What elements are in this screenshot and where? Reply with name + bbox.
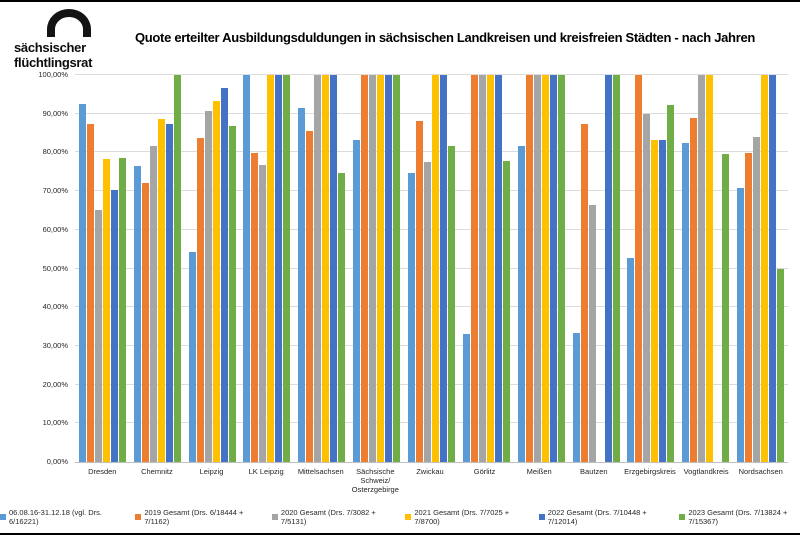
bar [142,183,149,462]
bar [573,333,580,462]
legend-label: 2022 Gesamt (Drs. 7/10448 + 7/12014) [547,508,647,526]
bar [416,121,423,462]
bar [613,75,620,462]
bar [205,111,212,462]
x-axis-label: Zwickau [416,467,444,476]
bar [166,124,173,462]
bar [761,75,768,462]
bar [259,165,266,462]
bar [251,153,258,462]
bar [581,124,588,462]
bar-group [185,75,240,462]
bar [777,269,784,462]
bar [432,75,439,462]
logo-line2: flüchtlingsrat [14,55,93,70]
bar [361,75,368,462]
bar [119,158,126,462]
bar-group [569,75,624,462]
y-axis [0,70,68,466]
legend-label: 2023 Gesamt (Drs. 7/13824 + 7/15367) [688,508,788,526]
bar [495,75,502,462]
y-tick-label: 70,00% [42,186,68,196]
logo-line1: sächsischer [14,40,86,55]
legend-item [405,508,518,526]
legend-label: 06.08.16-31.12.18 (vgl. Drs. 6/16221) [8,508,102,526]
legend-label: 2020 Gesamt (Drs. 7/3082 + 7/5131) [280,508,376,526]
bar [682,143,689,462]
bar [95,210,102,462]
bar-group [240,75,295,462]
bar [706,75,713,462]
bar-groups [75,75,788,462]
bar [213,101,220,462]
bar [243,75,250,462]
bar [306,131,313,462]
bar [338,173,345,462]
bar [377,75,384,462]
bar [605,75,612,462]
bar [283,75,290,462]
x-axis-label: Meißen [526,467,552,476]
x-axis-label: Leipzig [199,467,224,476]
x-axis-label: Nordsachsen [738,467,783,476]
x-axis-label: Mittelsachsen [297,467,344,476]
bar [550,75,557,462]
bar [463,334,470,462]
y-tick-label: 80,00% [42,147,68,157]
chart-title: Quote erteilter Ausbildungsduldungen in sächsischen Landkreisen und kreisfreien Städten - nach Jahren [134,30,756,45]
bar-group [130,75,185,462]
bar [174,75,181,462]
y-tick-label: 50,00% [42,263,68,273]
bar [659,140,666,462]
bar-group [514,75,569,462]
bar-group [459,75,514,462]
legend-item [272,508,385,526]
bar [635,75,642,462]
bar [589,205,596,462]
legend-label: 2019 Gesamt (Drs. 6/18444 + 7/1162) [144,508,244,526]
y-tick-label: 40,00% [42,302,68,312]
bar-group [733,75,788,462]
x-axis-label: Erzgebirgskreis [624,467,676,476]
legend-swatch [539,514,545,520]
x-axis-labels [75,467,788,494]
bar-group [349,75,404,462]
legend-item [0,508,115,526]
y-tick-label: 60,00% [42,224,68,234]
bar-group [294,75,349,462]
legend-item [539,508,660,526]
bar [479,75,486,462]
bar [440,75,447,462]
bar [314,75,321,462]
bar [111,190,118,462]
bar [667,105,674,462]
y-tick-label: 30,00% [42,340,68,350]
bar [87,124,94,462]
bar [79,104,86,462]
x-axis-label: Chemnitz [141,467,173,476]
bar [150,146,157,462]
bar [518,146,525,462]
bar [690,118,697,462]
bar [221,88,228,462]
arch-icon [47,9,91,37]
x-axis-label: Vogtlandkreis [683,467,729,476]
x-axis-label: Görlitz [473,467,496,476]
legend [0,508,800,526]
bar [298,108,305,462]
bar [229,126,236,462]
legend-swatch [0,514,6,520]
bar [103,159,110,462]
x-axis-label: Dresden [88,467,117,476]
y-tick-label: 10,00% [42,418,68,428]
bar [526,75,533,462]
bar [487,75,494,462]
legend-swatch [135,514,141,520]
bar [698,75,705,462]
legend-swatch [679,514,685,520]
legend-item [135,508,252,526]
x-axis-label: Sächsische Schweiz/ Osterzgebirge [351,467,399,494]
bar [408,173,415,462]
y-tick-label: 100,00% [38,70,68,79]
x-axis-label: LK Leipzig [248,467,284,476]
bar [534,75,541,462]
saechsischer-fluechtlingsrat-logo [14,9,92,70]
bar [542,75,549,462]
bar [722,154,729,462]
bar-group [75,75,130,462]
bar [189,252,196,462]
bar [322,75,329,462]
legend-swatch [405,514,411,520]
bar-group [623,75,678,462]
bar [158,119,165,462]
legend-item [679,508,800,526]
bar [769,75,776,462]
bar [753,137,760,462]
bar [651,140,658,462]
x-axis-label: Bautzen [580,467,608,476]
bar [369,75,376,462]
bar [471,75,478,462]
legend-swatch [272,514,278,520]
bar-group [678,75,733,462]
bar [197,138,204,462]
bar [353,140,360,462]
bar [330,75,337,462]
bar [134,166,141,462]
y-tick-label: 90,00% [42,108,68,118]
legend-label: 2021 Gesamt (Drs. 7/7025 + 7/8700) [414,508,510,526]
y-tick-label: 20,00% [42,379,68,389]
bar [643,114,650,462]
bar-group [404,75,459,462]
bar [745,153,752,462]
y-tick-label: 0,00% [46,457,68,466]
bar [503,161,510,462]
bar [424,162,431,462]
bar [558,75,565,462]
bar [385,75,392,462]
top-divider [0,0,800,2]
bar [448,146,455,462]
bar [267,75,274,462]
bar [627,258,634,462]
bar [737,188,744,462]
bar [275,75,282,462]
bar [393,75,400,462]
